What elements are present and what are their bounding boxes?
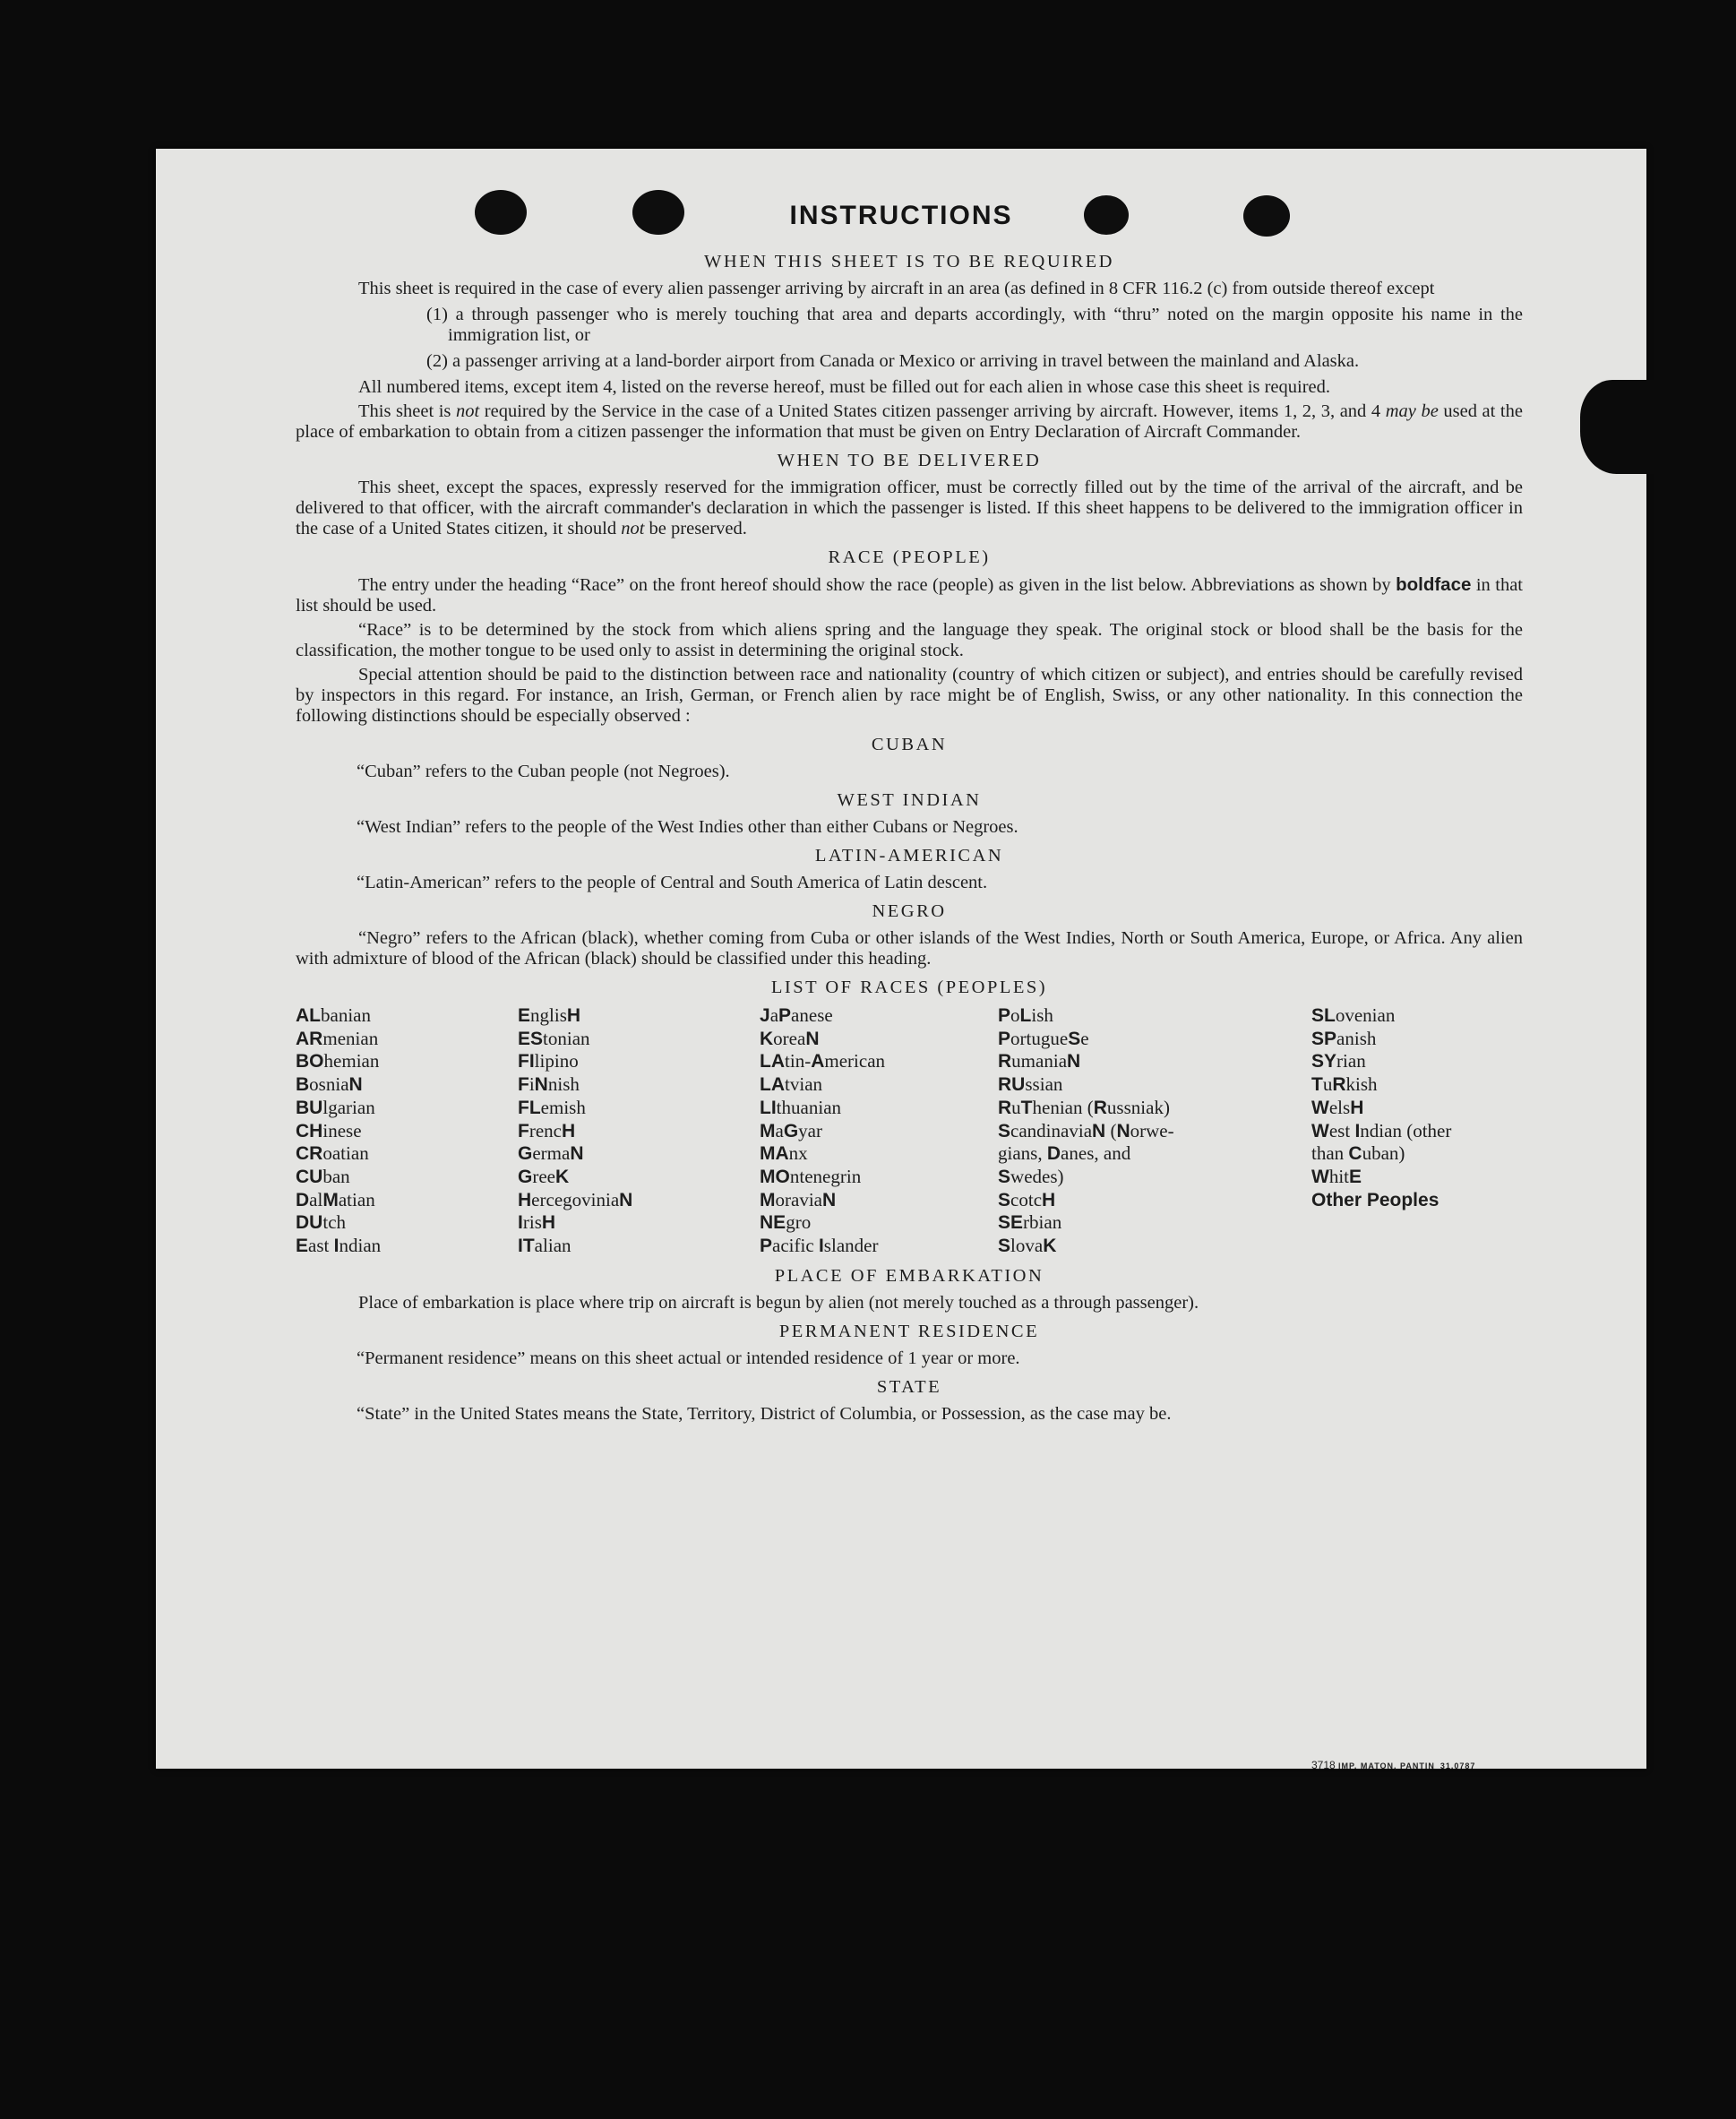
race-column-2	[518, 1004, 760, 1258]
heading-permanent-residence: PERMANENT RESIDENCE	[778, 1321, 1040, 1341]
race-item: JaPanese	[760, 1004, 833, 1026]
race-item: FiNnish	[518, 1073, 580, 1096]
race-item: LAtin-American	[760, 1050, 886, 1072]
paragraph-citizen: This sheet is not required by the Service in the case of a United States citizen passenger arriving by aircraft. However, items 1, 2, 3, and 4 may be used at the place of embarkation to obtain from a citizen passenger the information that must be given on Entry Declaration of Aircraft Commander.	[296, 401, 1523, 442]
race-item: FrencH	[518, 1119, 576, 1141]
heading-cuban: CUBAN	[871, 735, 948, 754]
heading-list-of-races: LIST OF RACES (PEOPLES)	[770, 978, 1048, 997]
race-item: KoreaN	[760, 1027, 820, 1049]
definition-cuban: “Cuban” refers to the Cuban people (not Negroes).	[357, 762, 730, 781]
race-item: PortugueSe	[998, 1027, 1089, 1049]
definition-embarkation: Place of embarkation is place where trip on aircraft is begun by alien (not merely touched as a through passenger).	[358, 1292, 1199, 1313]
race-item: SlovaK	[998, 1235, 1057, 1257]
heading-embarkation: PLACE OF EMBARKATION	[774, 1265, 1044, 1286]
form-footer	[1311, 1759, 1475, 1771]
race-item: CUban	[296, 1165, 350, 1187]
race-item: East Indian	[296, 1235, 382, 1257]
paragraph-numbered-items: All numbered items, except item 4, listed on the reverse hereof, must be filled out for each alien in whose case this sheet is required.	[358, 377, 1331, 397]
race-item: PoLish	[998, 1004, 1053, 1026]
race-item: SYrian	[1311, 1050, 1366, 1072]
paragraph-delivery: This sheet, except the spaces, expressly reserved for the immigration officer, must be correctly filled out by the time of the arrival of the aircraft, and be delivered to that officer, with the aircraft commander's declaration in which the passenger is listed. If this sheet happens to be delivered to the immigration officer in the case of a United States citizen, it should not be preserved.	[296, 478, 1523, 538]
definition-latin-american: “Latin-American” refers to the people of Central and South America of Latin descent.	[357, 873, 988, 892]
race-item: EnglisH	[518, 1004, 581, 1026]
document-sheet	[156, 149, 1646, 1769]
paragraph-race-entry: The entry under the heading “Race” on the front hereof should show the race (people) as given in the list below. Abbreviations as shown by boldface in that list should be used.	[296, 574, 1523, 616]
race-item: ITalian	[518, 1235, 572, 1257]
page-title: INSTRUCTIONS	[789, 201, 1013, 230]
race-item: West Indian (other than Cuban)	[1311, 1119, 1452, 1165]
exception-2: (2) a passenger arriving at a land-border airport from Canada or Mexico or arriving in travel between the mainland and Alaska.	[426, 351, 1360, 371]
race-item: Pacific Islander	[760, 1235, 879, 1257]
race-list	[296, 1004, 1523, 1258]
race-item: RUssian	[998, 1073, 1063, 1096]
race-column-5	[1311, 1004, 1523, 1258]
instructions-body	[296, 244, 1523, 1432]
race-item: SPanish	[1311, 1027, 1377, 1049]
definition-west-indian: “West Indian” refers to the people of the West Indies other than either Cubans or Negroes.	[357, 817, 1018, 837]
paragraph-race-nationality: Special attention should be paid to the distinction between race and nationality (country of which citizen or subject), and entries should be carefully revised by inspectors in this regard. For instance, an Irish, German, or French alien by race might be of English, Swiss, or any other nationality. In this connection the following distinctions should be especially observed :	[296, 665, 1523, 726]
race-item: MaGyar	[760, 1119, 822, 1141]
exception-1: (1) a through passenger who is merely touching that area and departs accordingly, with “thru” noted on the margin opposite his name in the immigration list, or	[426, 305, 1523, 345]
race-item: LAtvian	[760, 1073, 823, 1096]
race-item: DalMatian	[296, 1188, 375, 1210]
heading-latin-american: LATIN-AMERICAN	[814, 846, 1004, 866]
race-item: RumaniaN	[998, 1050, 1081, 1072]
race-item: BUlgarian	[296, 1096, 375, 1118]
race-item: CHinese	[296, 1119, 362, 1141]
definition-negro: “Negro” refers to the African (black), whether coming from Cuba or other islands of the West Indies, North or South America, Europe, or Africa. Any alien with admixture of blood of the African (black) should be classified under this heading.	[296, 928, 1523, 969]
race-item: IrisH	[518, 1211, 556, 1234]
race-item: ScandinaviaN (Norwe- gians, Danes, and Swedes)	[998, 1119, 1174, 1187]
race-item: TuRkish	[1311, 1073, 1378, 1096]
race-item: BosniaN	[296, 1073, 363, 1096]
heading-race: RACE (PEOPLE)	[828, 547, 991, 567]
race-item: ALbanian	[296, 1004, 371, 1026]
race-item: MoraviaN	[760, 1188, 837, 1210]
race-item: DUtch	[296, 1211, 347, 1234]
race-column-3	[760, 1004, 998, 1258]
paragraph-required: This sheet is required in the case of every alien passenger arriving by aircraft in an area (as defined in 8 CFR 116.2 (c) from outside thereof except	[358, 279, 1435, 298]
race-column-1	[296, 1004, 518, 1258]
race-item: MAnx	[760, 1142, 808, 1165]
definition-state: “State” in the United States means the State, Territory, District of Columbia, or Possession, as the case may be.	[357, 1403, 1172, 1424]
form-number: 3718	[1311, 1759, 1336, 1771]
race-item: SErbian	[998, 1211, 1062, 1234]
race-item: RuThenian (Russniak)	[998, 1096, 1170, 1118]
race-item: GreeK	[518, 1165, 570, 1187]
race-item: LIthuanian	[760, 1096, 842, 1118]
heading-west-indian: WEST INDIAN	[837, 790, 982, 810]
race-item: CRoatian	[296, 1142, 369, 1165]
race-item: GermaN	[518, 1142, 584, 1165]
race-item: FIlipino	[518, 1050, 579, 1072]
race-item: SLovenian	[1311, 1004, 1396, 1026]
torn-edge	[1580, 380, 1661, 474]
race-item: BOhemian	[296, 1050, 380, 1072]
heading-negro: NEGRO	[872, 901, 947, 921]
race-item: MOntenegrin	[760, 1165, 862, 1187]
race-item: ScotcH	[998, 1188, 1056, 1210]
race-item: WhitE	[1311, 1165, 1362, 1187]
definition-permanent-residence: “Permanent residence” means on this sheet actual or intended residence of 1 year or more.	[357, 1348, 1020, 1368]
heading-state: STATE	[876, 1376, 942, 1397]
printer-imprint: IMP. MATON, PANTIN_31.0787	[1338, 1762, 1476, 1770]
race-item: HercegoviniaN	[518, 1188, 633, 1210]
race-item: WelsH	[1311, 1096, 1364, 1118]
race-item: EStonian	[518, 1027, 590, 1049]
race-item: NEgro	[760, 1211, 812, 1234]
race-column-4	[998, 1004, 1311, 1258]
race-item: ARmenian	[296, 1027, 379, 1049]
paragraph-race-stock: “Race” is to be determined by the stock from which aliens spring and the language they speak. The original stock or blood shall be the basis for the classification, the mother tongue to be used only to assist in determining the original stock.	[296, 620, 1523, 660]
heading-when-delivered: WHEN TO BE DELIVERED	[777, 451, 1042, 470]
race-item: FLemish	[518, 1096, 586, 1118]
race-item: Other Peoples	[1311, 1189, 1440, 1210]
heading-when-required: WHEN THIS SHEET IS TO BE REQUIRED	[704, 252, 1114, 271]
